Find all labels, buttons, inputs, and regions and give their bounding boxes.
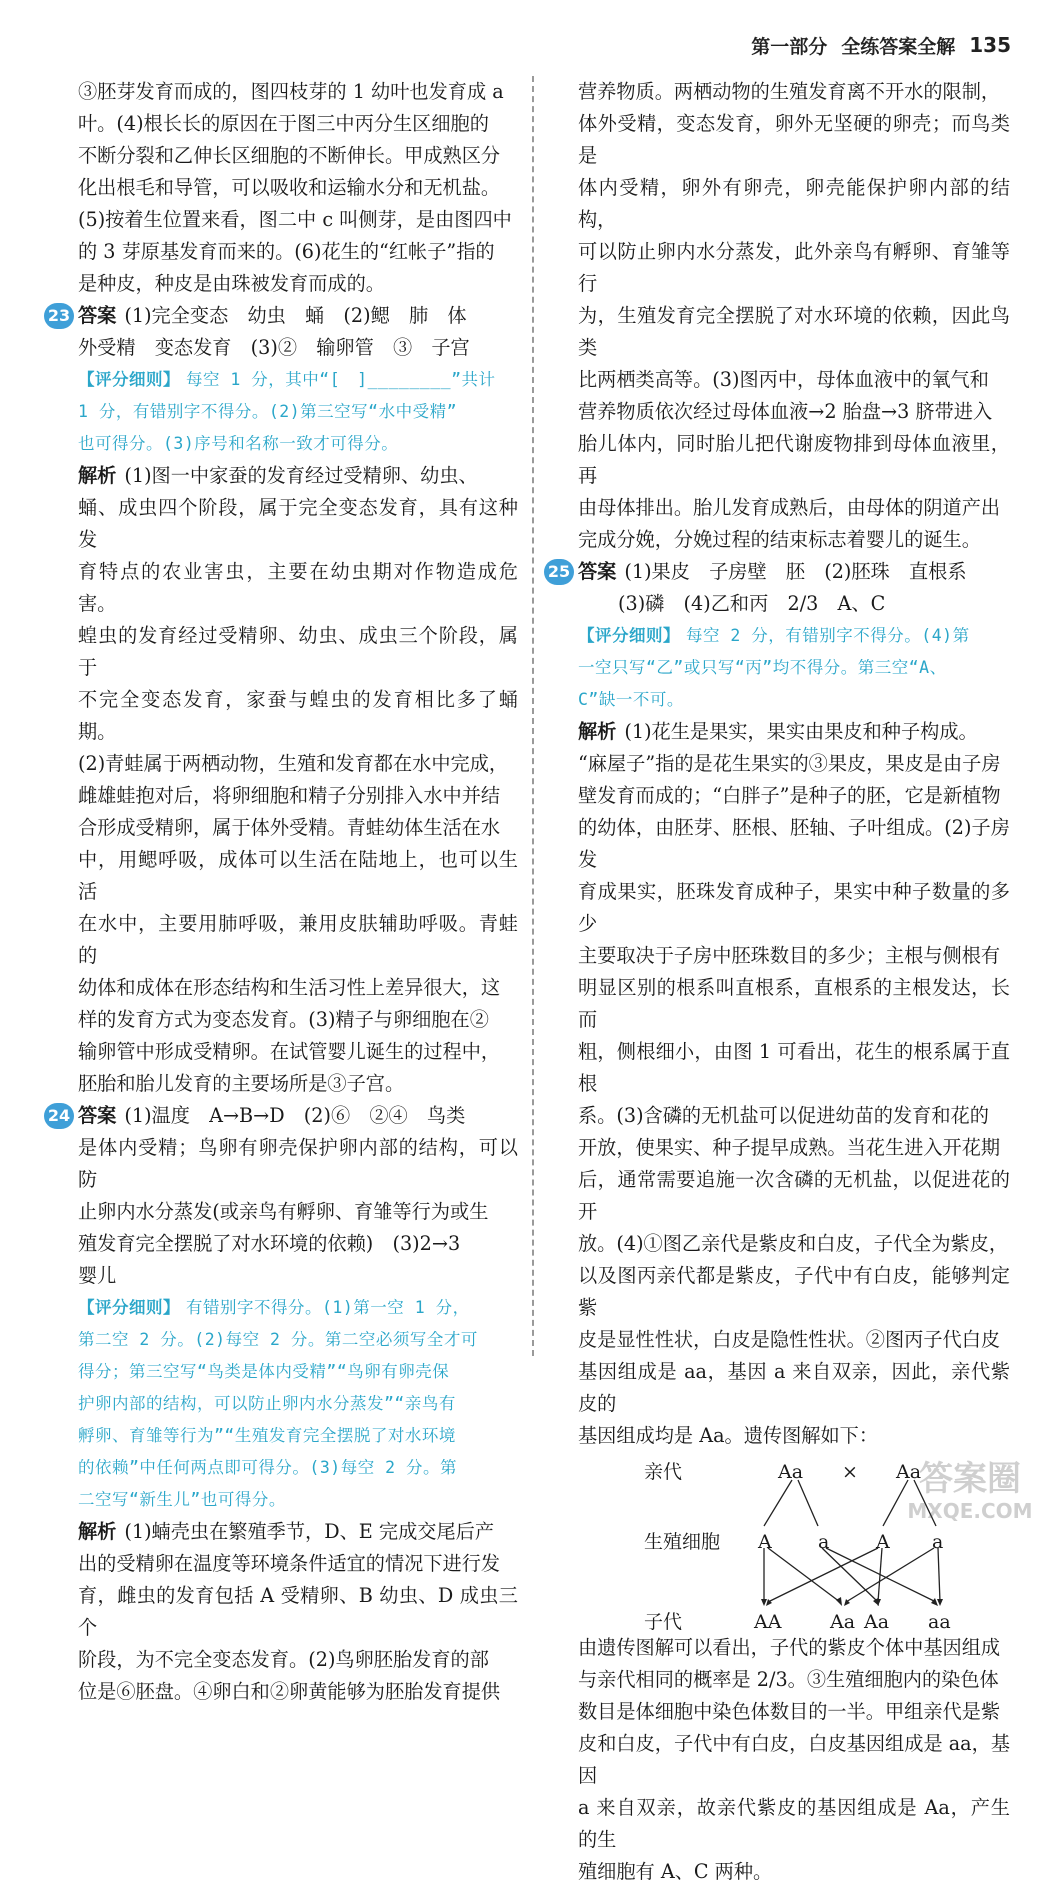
grading-text: 1 分，有错别字不得分。(2)第三空写“水中受精” [78,402,458,421]
grading-rules [78,1292,518,1516]
text-line: 比两栖类高等。(3)图丙中，母体血液中的氧气和 [578,368,989,391]
gamete: a [818,1531,830,1553]
book-title: 全练答案全解 [841,35,956,58]
continued-text [578,76,1010,556]
text-line: 胎儿体内，同时胎儿把代谢废物排到母体血液里，再 [578,432,1010,487]
text-line: 为，生殖发育完全摆脱了对水环境的依赖，因此鸟类 [578,304,1010,359]
answer-row [544,556,1010,588]
analysis-text: 数目是体细胞中染色体数目的一半。甲组亲代是紫 [578,1700,1001,1723]
text-line: 体内受精，卵外有卵壳，卵壳能保护卵内部的结构， [578,176,1010,231]
analysis-text: 不完全变态发育，家蚕与蝗虫的发育相比多了蛹期。 [78,688,518,743]
analysis-text: 合形成受精卵，属于体外受精。青蛙幼体生活在水 [78,816,501,839]
gamete: A [876,1531,890,1553]
answer-text: (3)磷 (4)乙和丙 2/3 A、C [618,592,886,615]
grading-text: 的依赖”中任何两点即可得分。(3)每空 2 分。第 [78,1458,458,1477]
grading-text: 二空写“新生儿”也可得分。 [78,1490,286,1509]
analysis-text: 皮和白皮，子代中有白皮，白皮基因组成是 aa，基因 [578,1732,1010,1787]
analysis-text: 出的受精卵在温度等环境条件适宜的情况下进行发 [78,1552,501,1575]
analysis-text: 蛹、成虫四个阶段，属于完全变态发育，具有这种发 [78,496,518,551]
column-divider [532,76,534,1356]
analysis-text: a 来自双亲，故亲代紫皮的基因组成是 Aa，产生的生 [578,1796,1010,1851]
analysis-text: 明显区别的根系叫直根系，直根系的主根发达，长而 [578,976,1010,1031]
text-line: 可以防止卵内水分蒸发，此外亲鸟有孵卵、育雏等行 [578,240,1010,295]
analysis-text: 殖细胞有 A、C 两种。 [578,1860,773,1883]
analysis-text: 皮是显性性状，白皮是隐性性状。②图丙子代白皮 [578,1328,1001,1351]
grading-tag: 【评分细则】 [578,626,680,645]
question-24 [47,1100,518,1708]
analysis [578,716,1010,1452]
answer-text: 婴儿 [78,1264,117,1287]
watermark-logo [895,1452,1045,1526]
analysis-text: 中，用鳃呼吸，成体可以生活在陆地上，也可以生活 [78,848,518,903]
question-number-badge: 25 [544,559,574,585]
question-number-badge: 24 [44,1103,74,1129]
analysis-text: 幼体和成体在形态结构和生活习性上差异很大，这 [78,976,501,999]
question-number-badge: 23 [44,303,74,329]
analysis-text: 壁发育而成的；“白胖子”是种子的胚，它是新植物 [578,784,1001,807]
genotype-parent-2: Aa [896,1461,922,1483]
analysis [78,460,518,1100]
analysis-text: 雌雄蛙抱对后，将卵细胞和精子分别排入水中并结 [78,784,501,807]
answer-text: (1)完全变态 幼虫 蛹 (2)鳃 肺 体 [124,304,467,327]
analysis-text: 以及图丙亲代都是紫皮，子代中有白皮，能够判定紫 [578,1264,1010,1319]
text-line: 不断分裂和乙伸长区细胞的不断伸长。甲成熟区分 [78,144,501,167]
gamete: A [758,1531,772,1553]
analysis-text: (1)花生是果实，果实由果皮和种子构成。 [624,720,978,743]
grading-text: 得分；第三空写“鸟类是体内受精”“鸟卵有卵壳保 [78,1362,450,1381]
text-line: ③胚芽发育而成的，图四枝芽的 1 幼叶也发育成 a [78,80,504,103]
answer-text: (1)果皮 子房壁 胚 (2)胚珠 直根系 [624,560,967,583]
text-line: 是种皮，种皮是由珠被发育而成的。 [78,272,385,295]
continued-text [78,76,518,300]
analysis-text: 位是⑥胚盘。④卵白和②卵黄能够为胚胎发育提供 [78,1680,501,1703]
grading-text: 每空 2 分，有错别字不得分。(4)第 [686,626,970,645]
analysis-text: 蝗虫的发育经过受精卵、幼虫、成虫三个阶段，属于 [78,624,518,679]
analysis-text: 育特点的农业害虫，主要在幼虫期对作物造成危害。 [78,560,518,615]
analysis-text: 胚胎和胎儿发育的主要场所是③子宫。 [78,1072,405,1095]
analysis-text: 由遗传图解可以看出，子代的紫皮个体中基因组成 [578,1636,1001,1659]
grading-rules [578,620,1010,716]
grading-text: 也可得分。(3)序号和名称一致才可得分。 [78,434,399,453]
text-line: 体外受精，变态发育，卵外无坚硬的卵壳；而鸟类是 [578,112,1010,167]
answer-tag: 答案 [578,560,617,583]
cross-symbol: × [842,1461,858,1483]
text-line: 叶。(4)根长长的原因在于图三中丙分生区细胞的 [78,112,489,135]
answer-text: (1)温度 A→B→D (2)⑥ ②④ 鸟类 [124,1104,466,1127]
right-column [547,76,1010,1888]
text-line: 化出根毛和导管，可以吸收和运输水分和无机盐。 [78,176,501,199]
analysis-tag: 解析 [78,1520,117,1543]
page-header [751,30,1011,60]
analysis [78,1516,518,1708]
analysis-text: (1)图一中家蚕的发育经过受精卵、幼虫、 [124,464,478,487]
gamete: a [932,1531,944,1553]
analysis-text: 育成果实，胚珠发育成种子，果实中种子数量的多少 [578,880,1010,935]
watermark-text: 答案圈 [919,1459,1021,1499]
analysis-text: 育，雌虫的发育包括 A 受精卵、B 幼虫、D 成虫三个 [78,1584,518,1639]
question-23 [47,300,518,1100]
section-label: 第一部分 [751,35,828,58]
analysis-text: 放。(4)①图乙亲代是紫皮和白皮，子代全为紫皮， [578,1232,1009,1255]
analysis-text: 基因组成是 aa，基因 a 来自双亲，因此，亲代紫皮的 [578,1360,1010,1415]
analysis-text: (1)蝻壳虫在繁殖季节，D、E 完成交尾后产 [124,1520,495,1543]
answer-text: 外受精 变态发育 (3)② 输卵管 ③ 子宫 [78,336,470,359]
analysis-text: 主要取决于子房中胚珠数目的多少；主根与侧根有 [578,944,1001,967]
grading-tag: 【评分细则】 [78,1298,180,1317]
grading-text: 有错别字不得分。(1)第一空 1 分， [186,1298,470,1317]
text-line: 的 3 芽原基发育而来的。(6)花生的“红帐子”指的 [78,240,495,263]
row-label-offspring: 子代 [644,1611,683,1633]
analysis-text: 后，通常需要追施一次含磷的无机盐，以促进花的开 [578,1168,1010,1223]
answer-row [44,1100,518,1132]
answer-text: 止卵内水分蒸发(或亲鸟有孵卵、育雏等行为或生 [78,1200,489,1223]
answer-text: 是体内受精；鸟卵有卵壳保护卵内部的结构，可以防 [78,1136,518,1191]
offspring-genotype: Aa [830,1611,856,1633]
answer-row [44,300,518,332]
left-column [47,76,518,1708]
analysis-text: 阶段，为不完全变态发育。(2)鸟卵胚胎发育的部 [78,1648,489,1671]
grading-text: C”缺一不可。 [578,690,684,709]
analysis-tag: 解析 [578,720,617,743]
text-line: (5)按着生位置来看，图二中 c 叫侧芽，是由图四中 [78,208,512,231]
analysis-text: 基因组成均是 Aa。遗传图解如下： [578,1424,879,1447]
watermark-url: MXQE.COM [907,1499,1033,1523]
text-line: 营养物质依次经过母体血液→2 胎盘→3 脐带进入 [578,400,993,423]
row-label-parent: 亲代 [644,1461,683,1483]
answer-tag: 答案 [78,1104,117,1127]
analysis-text: 粗，侧根细小，由图 1 可看出，花生的根系属于直根 [578,1040,1010,1095]
grading-tag: 【评分细则】 [78,370,180,389]
question-25 [547,556,1010,1888]
analysis-text: “麻屋子”指的是花生果实的③果皮，果皮是由子房 [578,752,1001,775]
analysis-text: (2)青蛙属于两栖动物，生殖和发育都在水中完成， [78,752,509,775]
grading-text: 每空 1 分，其中“[ ]________”共计 [186,370,496,389]
grading-text: 护卵内部的结构，可以防止卵内水分蒸发”“亲鸟有 [78,1394,456,1413]
offspring-genotype: AA [754,1611,782,1633]
grading-text: 一空只写“乙”或只写“丙”均不得分。第三空“A、 [578,658,947,677]
row-label-gamete: 生殖细胞 [644,1531,721,1553]
offspring-genotype: aa [928,1611,951,1633]
answer-tag: 答案 [78,304,117,327]
text-line: 营养物质。两栖动物的生殖发育离不开水的限制， [578,80,1001,103]
text-line: 完成分娩，分娩过程的结束标志着婴儿的诞生。 [578,528,981,551]
analysis-text: 在水中，主要用肺呼吸，兼用皮肤辅助呼吸。青蛙的 [78,912,518,967]
analysis-continued [578,1632,1010,1888]
analysis-text: 输卵管中形成受精卵。在试管婴儿诞生的过程中， [78,1040,501,1063]
analysis-text: 样的发育方式为变态发育。(3)精子与卵细胞在② [78,1008,489,1031]
analysis-text: 的幼体，由胚芽、胚根、胚轴、子叶组成。(2)子房发 [578,816,1010,871]
grading-text: 第二空 2 分。(2)每空 2 分。第二空必须写全才可 [78,1330,478,1349]
offspring-genotype: Aa [864,1611,890,1633]
analysis-text: 与亲代相同的概率是 2/3。③生殖细胞内的染色体 [578,1668,999,1691]
analysis-tag: 解析 [78,464,117,487]
genotype-parent-1: Aa [778,1461,804,1483]
analysis-text: 系。(3)含磷的无机盐可以促进幼苗的发育和花的 [578,1104,989,1127]
answer-text: 殖发育完全摆脱了对水环境的依赖) (3)2→3 [78,1232,461,1255]
grading-rules [78,364,518,460]
analysis-text: 开放，使果实、种子提早成熟。当花生进入开花期 [578,1136,1001,1159]
page-number: 135 [969,33,1011,57]
text-line: 由母体排出。胎儿发育成熟后，由母体的阴道产出 [578,496,1001,519]
grading-text: 孵卵、育雏等行为”“生殖发育完全摆脱了对水环境 [78,1426,456,1445]
